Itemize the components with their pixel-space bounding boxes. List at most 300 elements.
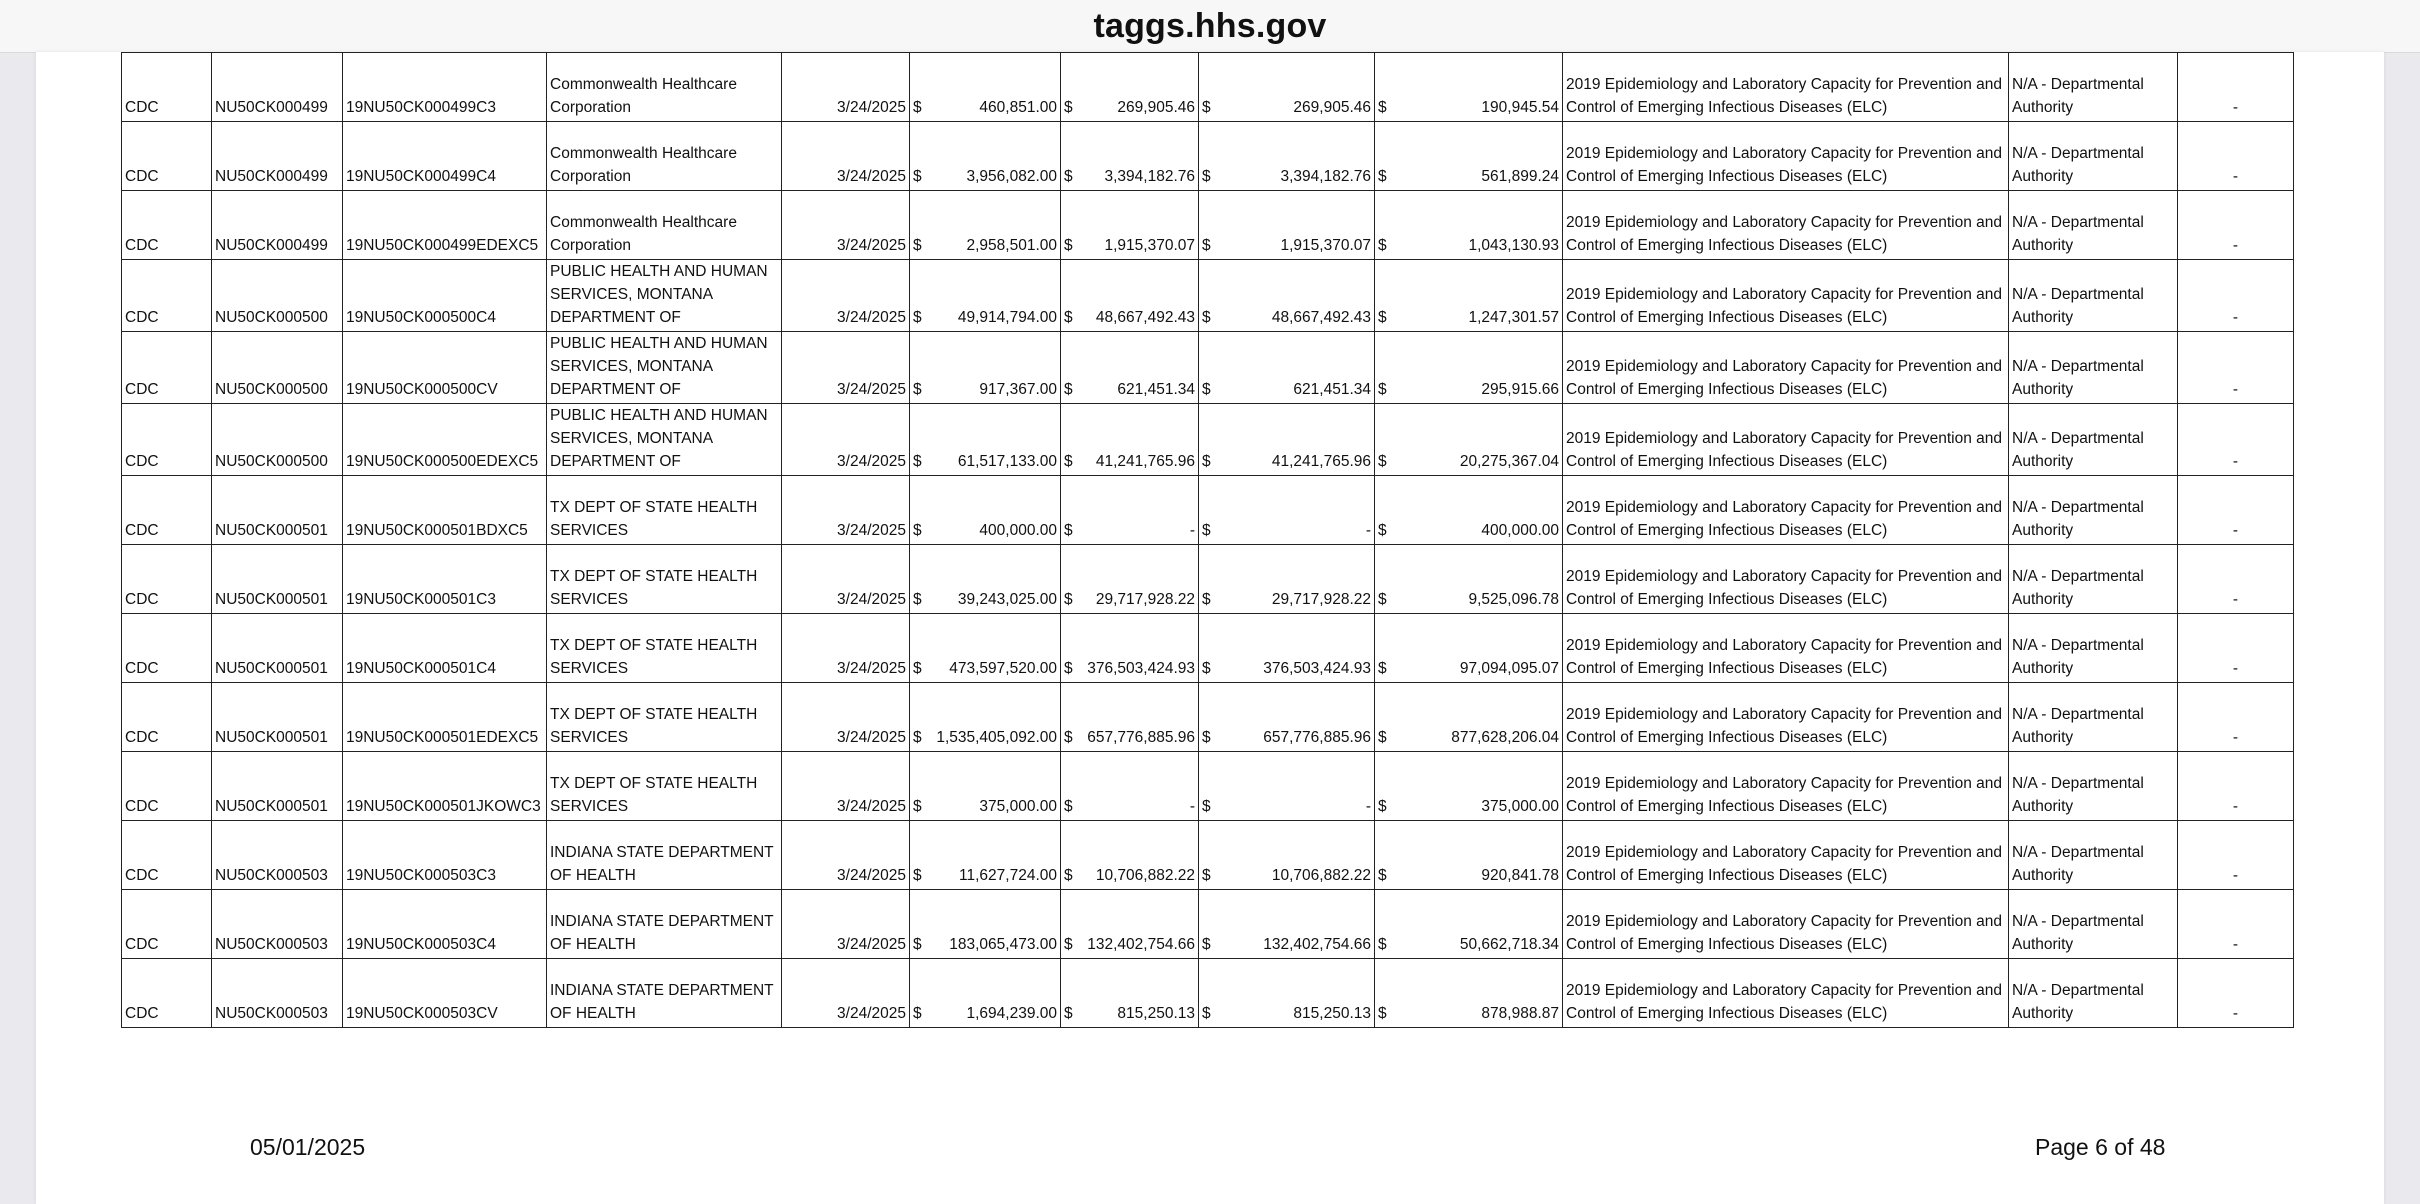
last-cell: - <box>2178 53 2294 122</box>
agency-cell: CDC <box>122 614 212 683</box>
agency-cell: CDC <box>122 959 212 1028</box>
amount-value: - <box>1365 522 1371 539</box>
last-cell: - <box>2178 191 2294 260</box>
award-number-cell: NU50CK000500 <box>212 332 343 404</box>
currency-symbol: $ <box>913 798 922 815</box>
award-number-cell: NU50CK000501 <box>212 545 343 614</box>
amount-value: 132,402,754.66 <box>1087 936 1195 953</box>
table-row <box>122 476 2294 545</box>
document-page <box>36 52 2384 1204</box>
recipient-cell: INDIANA STATE DEPARTMENT OF HEALTH <box>547 959 782 1028</box>
amount-value: 10,706,882.22 <box>1271 867 1371 884</box>
award-amount-cell <box>910 683 1061 752</box>
agency-cell: CDC <box>122 752 212 821</box>
amount-3-cell <box>1199 545 1375 614</box>
currency-symbol: $ <box>1202 237 1211 254</box>
amount-4-cell <box>1375 752 1563 821</box>
recipient-cell: TX DEPT OF STATE HEALTH SERVICES <box>547 683 782 752</box>
amount-value: 1,915,370.07 <box>1104 237 1195 254</box>
last-cell: - <box>2178 332 2294 404</box>
amount-value: 917,367.00 <box>979 381 1057 398</box>
amount-4-cell <box>1375 53 1563 122</box>
amount-4-cell <box>1375 545 1563 614</box>
action-number-cell: 19NU50CK000501JKOWC3 <box>343 752 547 821</box>
award-number-cell: NU50CK000501 <box>212 752 343 821</box>
action-number-cell: 19NU50CK000503CV <box>343 959 547 1028</box>
amount-value: 460,851.00 <box>979 99 1057 116</box>
currency-symbol: $ <box>1202 867 1211 884</box>
amount-4-cell <box>1375 614 1563 683</box>
amount-value: 376,503,424.93 <box>1263 660 1371 677</box>
action-date-cell: 3/24/2025 <box>782 404 910 476</box>
amount-value: 3,394,182.76 <box>1104 168 1195 185</box>
program-cell: 2019 Epidemiology and Laboratory Capacity for Prevention and Control of Emerging Infectious Diseases (ELC) <box>1563 404 2009 476</box>
action-date-cell: 3/24/2025 <box>782 53 910 122</box>
award-number-cell: NU50CK000503 <box>212 959 343 1028</box>
amount-2-cell <box>1061 545 1199 614</box>
currency-symbol: $ <box>1378 729 1387 746</box>
amount-value: 48,667,492.43 <box>1271 309 1371 326</box>
amount-value: 375,000.00 <box>979 798 1057 815</box>
page-number: Page 6 of 48 <box>2035 1134 2166 1160</box>
last-cell: - <box>2178 614 2294 683</box>
table-body <box>122 53 2294 1028</box>
currency-symbol: $ <box>1064 660 1073 677</box>
currency-symbol: $ <box>1378 591 1387 608</box>
amount-value: 269,905.46 <box>1117 99 1195 116</box>
action-number-cell: 19NU50CK000503C3 <box>343 821 547 890</box>
amount-value: 10,706,882.22 <box>1095 867 1195 884</box>
award-number-cell: NU50CK000503 <box>212 890 343 959</box>
recipient-cell: PUBLIC HEALTH AND HUMAN SERVICES, MONTANA DEPARTMENT OF <box>547 404 782 476</box>
program-cell: 2019 Epidemiology and Laboratory Capacity for Prevention and Control of Emerging Infectious Diseases (ELC) <box>1563 53 2009 122</box>
award-amount-cell <box>910 53 1061 122</box>
currency-symbol: $ <box>1064 522 1073 539</box>
program-cell: 2019 Epidemiology and Laboratory Capacity for Prevention and Control of Emerging Infectious Diseases (ELC) <box>1563 959 2009 1028</box>
amount-3-cell <box>1199 752 1375 821</box>
currency-symbol: $ <box>913 99 922 116</box>
award-amount-cell <box>910 476 1061 545</box>
agency-cell: CDC <box>122 476 212 545</box>
currency-symbol: $ <box>1064 381 1073 398</box>
amount-3-cell <box>1199 683 1375 752</box>
award-amount-cell <box>910 614 1061 683</box>
currency-symbol: $ <box>1064 729 1073 746</box>
recipient-cell: Commonwealth Healthcare Corporation <box>547 122 782 191</box>
last-cell: - <box>2178 260 2294 332</box>
amount-value: 400,000.00 <box>1481 522 1559 539</box>
currency-symbol: $ <box>1378 237 1387 254</box>
table-row <box>122 53 2294 122</box>
amount-value: 39,243,025.00 <box>957 591 1057 608</box>
currency-symbol: $ <box>1202 99 1211 116</box>
amount-2-cell <box>1061 890 1199 959</box>
action-date-cell: 3/24/2025 <box>782 191 910 260</box>
footer-date: 05/01/2025 <box>250 1134 366 1160</box>
amount-value: 48,667,492.43 <box>1095 309 1195 326</box>
amount-value: 621,451.34 <box>1293 381 1371 398</box>
currency-symbol: $ <box>1202 522 1211 539</box>
amount-value: 29,717,928.22 <box>1271 591 1371 608</box>
amount-2-cell <box>1061 332 1199 404</box>
award-amount-cell <box>910 890 1061 959</box>
currency-symbol: $ <box>1378 936 1387 953</box>
amount-value: 183,065,473.00 <box>949 936 1057 953</box>
action-number-cell: 19NU50CK000501BDXC5 <box>343 476 547 545</box>
action-date-cell: 3/24/2025 <box>782 122 910 191</box>
agency-cell: CDC <box>122 821 212 890</box>
amount-value: 132,402,754.66 <box>1263 936 1371 953</box>
amount-value: 815,250.13 <box>1117 1005 1195 1022</box>
amount-3-cell <box>1199 476 1375 545</box>
recipient-cell: INDIANA STATE DEPARTMENT OF HEALTH <box>547 890 782 959</box>
amount-value: 877,628,206.04 <box>1451 729 1559 746</box>
table-row <box>122 959 2294 1028</box>
award-amount-cell <box>910 752 1061 821</box>
amount-value: - <box>1189 798 1195 815</box>
agency-cell: CDC <box>122 53 212 122</box>
amount-3-cell <box>1199 191 1375 260</box>
agency-cell: CDC <box>122 545 212 614</box>
action-number-cell: 19NU50CK000499C4 <box>343 122 547 191</box>
currency-symbol: $ <box>1064 936 1073 953</box>
authority-cell: N/A - Departmental Authority <box>2009 890 2178 959</box>
program-cell: 2019 Epidemiology and Laboratory Capacity for Prevention and Control of Emerging Infectious Diseases (ELC) <box>1563 332 2009 404</box>
table-row <box>122 404 2294 476</box>
recipient-cell: TX DEPT OF STATE HEALTH SERVICES <box>547 545 782 614</box>
amount-value: 190,945.54 <box>1481 99 1559 116</box>
currency-symbol: $ <box>913 309 922 326</box>
recipient-cell: INDIANA STATE DEPARTMENT OF HEALTH <box>547 821 782 890</box>
award-amount-cell <box>910 959 1061 1028</box>
amount-value: 473,597,520.00 <box>949 660 1057 677</box>
currency-symbol: $ <box>1378 453 1387 470</box>
amount-2-cell <box>1061 959 1199 1028</box>
currency-symbol: $ <box>913 729 922 746</box>
amount-value: 621,451.34 <box>1117 381 1195 398</box>
currency-symbol: $ <box>913 591 922 608</box>
award-amount-cell <box>910 122 1061 191</box>
table-row <box>122 821 2294 890</box>
table-row <box>122 683 2294 752</box>
award-number-cell: NU50CK000500 <box>212 404 343 476</box>
amount-4-cell <box>1375 959 1563 1028</box>
currency-symbol: $ <box>1378 381 1387 398</box>
currency-symbol: $ <box>913 1005 922 1022</box>
award-number-cell: NU50CK000499 <box>212 53 343 122</box>
agency-cell: CDC <box>122 191 212 260</box>
amount-4-cell <box>1375 404 1563 476</box>
table-row <box>122 752 2294 821</box>
authority-cell: N/A - Departmental Authority <box>2009 122 2178 191</box>
program-cell: 2019 Epidemiology and Laboratory Capacity for Prevention and Control of Emerging Infectious Diseases (ELC) <box>1563 122 2009 191</box>
action-date-cell: 3/24/2025 <box>782 332 910 404</box>
amount-value: 1,915,370.07 <box>1280 237 1371 254</box>
currency-symbol: $ <box>1064 1005 1073 1022</box>
amount-3-cell <box>1199 53 1375 122</box>
authority-cell: N/A - Departmental Authority <box>2009 683 2178 752</box>
amount-4-cell <box>1375 332 1563 404</box>
amount-value: 657,776,885.96 <box>1263 729 1371 746</box>
authority-cell: N/A - Departmental Authority <box>2009 959 2178 1028</box>
currency-symbol: $ <box>1064 168 1073 185</box>
currency-symbol: $ <box>913 660 922 677</box>
last-cell: - <box>2178 476 2294 545</box>
authority-cell: N/A - Departmental Authority <box>2009 752 2178 821</box>
program-cell: 2019 Epidemiology and Laboratory Capacity for Prevention and Control of Emerging Infectious Diseases (ELC) <box>1563 821 2009 890</box>
last-cell: - <box>2178 683 2294 752</box>
table-row <box>122 890 2294 959</box>
currency-symbol: $ <box>1064 453 1073 470</box>
currency-symbol: $ <box>1064 309 1073 326</box>
award-number-cell: NU50CK000501 <box>212 683 343 752</box>
table-row <box>122 260 2294 332</box>
action-date-cell: 3/24/2025 <box>782 545 910 614</box>
action-number-cell: 19NU50CK000503C4 <box>343 890 547 959</box>
currency-symbol: $ <box>913 237 922 254</box>
amount-value: 11,627,724.00 <box>959 867 1057 884</box>
amount-4-cell <box>1375 191 1563 260</box>
amount-2-cell <box>1061 53 1199 122</box>
action-number-cell: 19NU50CK000499EDEXC5 <box>343 191 547 260</box>
program-cell: 2019 Epidemiology and Laboratory Capacity for Prevention and Control of Emerging Infectious Diseases (ELC) <box>1563 614 2009 683</box>
amount-value: 61,517,133.00 <box>957 453 1057 470</box>
agency-cell: CDC <box>122 332 212 404</box>
currency-symbol: $ <box>1378 867 1387 884</box>
action-number-cell: 19NU50CK000500CV <box>343 332 547 404</box>
amount-3-cell <box>1199 404 1375 476</box>
currency-symbol: $ <box>1202 591 1211 608</box>
action-number-cell: 19NU50CK000499C3 <box>343 53 547 122</box>
amount-value: 1,043,130.93 <box>1468 237 1559 254</box>
amount-value: 49,914,794.00 <box>957 309 1057 326</box>
award-number-cell: NU50CK000500 <box>212 260 343 332</box>
browser-title-bar <box>0 0 2420 53</box>
last-cell: - <box>2178 122 2294 191</box>
program-cell: 2019 Epidemiology and Laboratory Capacity for Prevention and Control of Emerging Infectious Diseases (ELC) <box>1563 890 2009 959</box>
currency-symbol: $ <box>913 381 922 398</box>
amount-3-cell <box>1199 332 1375 404</box>
currency-symbol: $ <box>913 936 922 953</box>
amount-value: 1,535,405,092.00 <box>936 729 1057 746</box>
amount-value: 1,694,239.00 <box>966 1005 1057 1022</box>
amount-value: 295,915.66 <box>1481 381 1559 398</box>
amount-4-cell <box>1375 821 1563 890</box>
amount-value: 97,094,095.07 <box>1459 660 1559 677</box>
award-number-cell: NU50CK000501 <box>212 476 343 545</box>
action-number-cell: 19NU50CK000501EDEXC5 <box>343 683 547 752</box>
program-cell: 2019 Epidemiology and Laboratory Capacity for Prevention and Control of Emerging Infectious Diseases (ELC) <box>1563 476 2009 545</box>
award-amount-cell <box>910 404 1061 476</box>
table-row <box>122 122 2294 191</box>
recipient-cell: PUBLIC HEALTH AND HUMAN SERVICES, MONTANA DEPARTMENT OF <box>547 332 782 404</box>
amount-4-cell <box>1375 260 1563 332</box>
amount-4-cell <box>1375 122 1563 191</box>
currency-symbol: $ <box>1202 798 1211 815</box>
program-cell: 2019 Epidemiology and Laboratory Capacity for Prevention and Control of Emerging Infectious Diseases (ELC) <box>1563 260 2009 332</box>
amount-value: 815,250.13 <box>1293 1005 1371 1022</box>
amount-value: 561,899.24 <box>1481 168 1559 185</box>
award-amount-cell <box>910 191 1061 260</box>
currency-symbol: $ <box>913 522 922 539</box>
currency-symbol: $ <box>1202 1005 1211 1022</box>
amount-2-cell <box>1061 821 1199 890</box>
award-amount-cell <box>910 821 1061 890</box>
amount-2-cell <box>1061 122 1199 191</box>
currency-symbol: $ <box>913 453 922 470</box>
amount-2-cell <box>1061 404 1199 476</box>
table-row <box>122 191 2294 260</box>
currency-symbol: $ <box>1064 237 1073 254</box>
currency-symbol: $ <box>1378 1005 1387 1022</box>
award-number-cell: NU50CK000503 <box>212 821 343 890</box>
awards-table <box>121 52 2294 1028</box>
award-amount-cell <box>910 260 1061 332</box>
amount-3-cell <box>1199 122 1375 191</box>
amount-2-cell <box>1061 191 1199 260</box>
last-cell: - <box>2178 404 2294 476</box>
table-row <box>122 614 2294 683</box>
currency-symbol: $ <box>1202 168 1211 185</box>
authority-cell: N/A - Departmental Authority <box>2009 476 2178 545</box>
authority-cell: N/A - Departmental Authority <box>2009 191 2178 260</box>
action-number-cell: 19NU50CK000500EDEXC5 <box>343 404 547 476</box>
program-cell: 2019 Epidemiology and Laboratory Capacity for Prevention and Control of Emerging Infectious Diseases (ELC) <box>1563 683 2009 752</box>
action-date-cell: 3/24/2025 <box>782 821 910 890</box>
authority-cell: N/A - Departmental Authority <box>2009 53 2178 122</box>
amount-value: 1,247,301.57 <box>1468 309 1559 326</box>
currency-symbol: $ <box>1202 453 1211 470</box>
action-date-cell: 3/24/2025 <box>782 890 910 959</box>
program-cell: 2019 Epidemiology and Laboratory Capacity for Prevention and Control of Emerging Infectious Diseases (ELC) <box>1563 752 2009 821</box>
amount-4-cell <box>1375 476 1563 545</box>
amount-2-cell <box>1061 752 1199 821</box>
action-date-cell: 3/24/2025 <box>782 260 910 332</box>
action-date-cell: 3/24/2025 <box>782 476 910 545</box>
currency-symbol: $ <box>1202 309 1211 326</box>
amount-value: - <box>1189 522 1195 539</box>
amount-2-cell <box>1061 683 1199 752</box>
action-number-cell: 19NU50CK000501C3 <box>343 545 547 614</box>
amount-3-cell <box>1199 614 1375 683</box>
amount-4-cell <box>1375 890 1563 959</box>
last-cell: - <box>2178 821 2294 890</box>
amount-3-cell <box>1199 959 1375 1028</box>
currency-symbol: $ <box>1378 660 1387 677</box>
currency-symbol: $ <box>1202 936 1211 953</box>
agency-cell: CDC <box>122 260 212 332</box>
amount-value: 920,841.78 <box>1481 867 1559 884</box>
amount-2-cell <box>1061 476 1199 545</box>
currency-symbol: $ <box>913 867 922 884</box>
amount-value: 3,956,082.00 <box>966 168 1057 185</box>
amount-value: 41,241,765.96 <box>1271 453 1371 470</box>
amount-3-cell <box>1199 260 1375 332</box>
recipient-cell: Commonwealth Healthcare Corporation <box>547 191 782 260</box>
amount-value: 41,241,765.96 <box>1095 453 1195 470</box>
action-number-cell: 19NU50CK000500C4 <box>343 260 547 332</box>
award-number-cell: NU50CK000499 <box>212 191 343 260</box>
amount-4-cell <box>1375 683 1563 752</box>
award-amount-cell <box>910 545 1061 614</box>
award-number-cell: NU50CK000499 <box>212 122 343 191</box>
currency-symbol: $ <box>1064 867 1073 884</box>
action-date-cell: 3/24/2025 <box>782 683 910 752</box>
recipient-cell: Commonwealth Healthcare Corporation <box>547 53 782 122</box>
award-number-cell: NU50CK000501 <box>212 614 343 683</box>
currency-symbol: $ <box>1202 381 1211 398</box>
agency-cell: CDC <box>122 683 212 752</box>
currency-symbol: $ <box>1202 729 1211 746</box>
authority-cell: N/A - Departmental Authority <box>2009 821 2178 890</box>
currency-symbol: $ <box>1064 591 1073 608</box>
table-row <box>122 332 2294 404</box>
authority-cell: N/A - Departmental Authority <box>2009 404 2178 476</box>
program-cell: 2019 Epidemiology and Laboratory Capacity for Prevention and Control of Emerging Infectious Diseases (ELC) <box>1563 191 2009 260</box>
award-amount-cell <box>910 332 1061 404</box>
site-domain: taggs.hhs.gov <box>1093 6 1327 45</box>
recipient-cell: TX DEPT OF STATE HEALTH SERVICES <box>547 614 782 683</box>
program-cell: 2019 Epidemiology and Laboratory Capacity for Prevention and Control of Emerging Infectious Diseases (ELC) <box>1563 545 2009 614</box>
action-date-cell: 3/24/2025 <box>782 752 910 821</box>
amount-value: 20,275,367.04 <box>1459 453 1559 470</box>
currency-symbol: $ <box>1378 522 1387 539</box>
authority-cell: N/A - Departmental Authority <box>2009 614 2178 683</box>
authority-cell: N/A - Departmental Authority <box>2009 545 2178 614</box>
authority-cell: N/A - Departmental Authority <box>2009 332 2178 404</box>
amount-value: 657,776,885.96 <box>1087 729 1195 746</box>
amount-value: 50,662,718.34 <box>1459 936 1559 953</box>
amount-value: 29,717,928.22 <box>1095 591 1195 608</box>
amount-2-cell <box>1061 260 1199 332</box>
amount-value: 375,000.00 <box>1481 798 1559 815</box>
amount-3-cell <box>1199 821 1375 890</box>
action-number-cell: 19NU50CK000501C4 <box>343 614 547 683</box>
last-cell: - <box>2178 545 2294 614</box>
action-date-cell: 3/24/2025 <box>782 959 910 1028</box>
recipient-cell: TX DEPT OF STATE HEALTH SERVICES <box>547 752 782 821</box>
currency-symbol: $ <box>1378 309 1387 326</box>
amount-value: - <box>1365 798 1371 815</box>
currency-symbol: $ <box>1378 99 1387 116</box>
agency-cell: CDC <box>122 122 212 191</box>
recipient-cell: PUBLIC HEALTH AND HUMAN SERVICES, MONTANA DEPARTMENT OF <box>547 260 782 332</box>
amount-value: 878,988.87 <box>1481 1005 1559 1022</box>
last-cell: - <box>2178 890 2294 959</box>
action-date-cell: 3/24/2025 <box>782 614 910 683</box>
recipient-cell: TX DEPT OF STATE HEALTH SERVICES <box>547 476 782 545</box>
currency-symbol: $ <box>913 168 922 185</box>
amount-3-cell <box>1199 890 1375 959</box>
agency-cell: CDC <box>122 404 212 476</box>
table-row <box>122 545 2294 614</box>
amount-value: 2,958,501.00 <box>966 237 1057 254</box>
currency-symbol: $ <box>1378 168 1387 185</box>
agency-cell: CDC <box>122 890 212 959</box>
last-cell: - <box>2178 752 2294 821</box>
amount-value: 9,525,096.78 <box>1468 591 1559 608</box>
authority-cell: N/A - Departmental Authority <box>2009 260 2178 332</box>
amount-value: 269,905.46 <box>1293 99 1371 116</box>
currency-symbol: $ <box>1064 798 1073 815</box>
amount-2-cell <box>1061 614 1199 683</box>
amount-value: 3,394,182.76 <box>1280 168 1371 185</box>
last-cell: - <box>2178 959 2294 1028</box>
amount-value: 376,503,424.93 <box>1087 660 1195 677</box>
currency-symbol: $ <box>1064 99 1073 116</box>
currency-symbol: $ <box>1202 660 1211 677</box>
amount-value: 400,000.00 <box>979 522 1057 539</box>
